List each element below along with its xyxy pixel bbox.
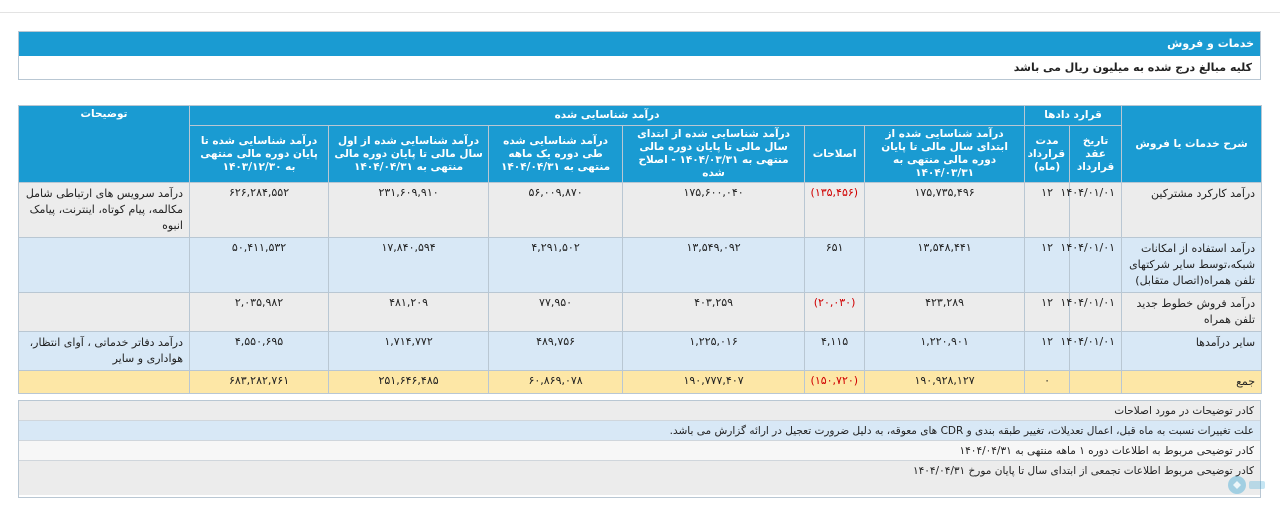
header-rev-adjusted: درآمد شناسایی شده از ابتدای سال مالی تا پایان دوره مالی منتهی به ۱۴۰۴/۰۳/۳۱ - اصلاح شده [623, 126, 805, 183]
cell-explanations: درآمد سرویس های ارتباطی شامل مکالمه، پیام کوتاه، اینترنت، پیامک انبوه [19, 183, 190, 238]
table-row [19, 332, 1262, 371]
cell-rev-prev-year: ۲,۰۳۵,۹۸۲ [190, 293, 329, 332]
cell-rev-ytd: ۲۳۱,۶۰۹,۹۱۰ [329, 183, 489, 238]
cell-rev-prev-period: ۱۷۵,۷۳۵,۴۹۶ [865, 183, 1025, 238]
header-contract-term: مدت قرارداد (ماه) [1025, 126, 1070, 183]
cell-explanations: درآمد دفاتر خدماتی ، آوای انتظار، هواداری و سایر [19, 332, 190, 371]
cell-contract-date: ۱۴۰۴/۰۱/۰۱ [1070, 332, 1122, 371]
header-revenue: درآمد شناسایی شده [190, 106, 1025, 126]
cell-rev-prev-year: ۴,۵۵۰,۶۹۵ [190, 332, 329, 371]
cell-contract-date [1070, 371, 1122, 394]
cell-contract-date: ۱۴۰۴/۰۱/۰۱ [1070, 293, 1122, 332]
table-total-row [19, 371, 1262, 394]
top-divider [0, 12, 1280, 13]
cell-rev-prev-period: ۴۲۳,۲۸۹ [865, 293, 1025, 332]
header-rev-ytd: درآمد شناسایی شده از اول سال مالی تا پایان دوره مالی منتهی به ۱۴۰۴/۰۴/۳۱ [329, 126, 489, 183]
cell-rev-adjusted: ۱۳,۵۴۹,۰۹۲ [623, 238, 805, 293]
cell-rev-adjusted: ۴۰۳,۲۵۹ [623, 293, 805, 332]
note-adjustments-label: کادر توضیحات در مورد اصلاحات [19, 401, 1260, 421]
cell-contract-term: ۱۲ [1025, 238, 1070, 293]
cell-description: جمع [1122, 371, 1262, 394]
header-explanations: توضیحات [19, 106, 190, 183]
cell-rev-ytd: ۱,۷۱۴,۷۷۲ [329, 332, 489, 371]
cell-rev-adjusted: ۱۷۵,۶۰۰,۰۴۰ [623, 183, 805, 238]
cell-description: درآمد کارکرد مشترکین [1122, 183, 1262, 238]
cell-description: سایر درآمدها [1122, 332, 1262, 371]
table-row [19, 238, 1262, 293]
cell-adjustments: (۱۵۰,۷۲۰) [805, 371, 865, 394]
cell-rev-ytd: ۴۸۱,۲۰۹ [329, 293, 489, 332]
cell-contract-term: ۱۲ [1025, 293, 1070, 332]
cell-rev-month: ۶۰,۸۶۹,۰۷۸ [489, 371, 623, 394]
header-description: شرح خدمات یا فروش [1122, 106, 1262, 183]
header-rev-prev-year: درآمد شناسایی شده تا پایان دوره مالی منتهی به ۱۴۰۳/۱۲/۳۰ [190, 126, 329, 183]
cell-rev-ytd: ۱۷,۸۴۰,۵۹۴ [329, 238, 489, 293]
section-title: خدمات و فروش [19, 32, 1260, 56]
cell-rev-prev-year: ۶۸۳,۲۸۲,۷۶۱ [190, 371, 329, 394]
cell-rev-month: ۵۶,۰۰۹,۸۷۰ [489, 183, 623, 238]
cell-rev-prev-period: ۱۹۰,۹۲۸,۱۲۷ [865, 371, 1025, 394]
cell-explanations [19, 238, 190, 293]
watermark-logo-icon [1226, 472, 1268, 498]
notes-panel [18, 400, 1261, 498]
table-row [19, 183, 1262, 238]
header-adjustments: اصلاحات [805, 126, 865, 183]
cell-description: درآمد فروش خطوط جدید تلفن همراه [1122, 293, 1262, 332]
cell-adjustments: ۶۵۱ [805, 238, 865, 293]
cell-rev-adjusted: ۱۹۰,۷۷۷,۴۰۷ [623, 371, 805, 394]
cell-rev-prev-year: ۶۲۶,۲۸۴,۵۵۲ [190, 183, 329, 238]
cell-rev-ytd: ۲۵۱,۶۴۶,۴۸۵ [329, 371, 489, 394]
cell-contract-date: ۱۴۰۴/۰۱/۰۱ [1070, 238, 1122, 293]
note-adjustments-text: علت تغییرات نسبت به ماه قبل، اعمال تعدیلات، تغییر طبقه بندی و CDR های معوقه، به دلیل ضرورت تعجیل در ارائه گزارش می باشد. [19, 421, 1260, 441]
cell-rev-adjusted: ۱,۲۲۵,۰۱۶ [623, 332, 805, 371]
cell-explanations [19, 371, 190, 394]
revenue-table [18, 105, 1262, 394]
cell-rev-prev-year: ۵۰,۴۱۱,۵۳۲ [190, 238, 329, 293]
section-header [18, 31, 1261, 80]
table-row [19, 293, 1262, 332]
cell-explanations [19, 293, 190, 332]
cell-contract-date: ۱۴۰۴/۰۱/۰۱ [1070, 183, 1122, 238]
cell-contract-term: ۰ [1025, 371, 1070, 394]
unit-note: کلیه مبالغ درج شده به میلیون ریال می باشد [19, 56, 1260, 79]
cell-description: درآمد استفاده از امکانات شبکه،توسط سایر شرکتهای تلفن همراه(اتصال متقابل) [1122, 238, 1262, 293]
header-rev-prev-period: درآمد شناسایی شده از ابتدای سال مالی تا پایان دوره مالی منتهی به ۱۴۰۴/۰۳/۳۱ [865, 126, 1025, 183]
cell-rev-prev-period: ۱,۲۲۰,۹۰۱ [865, 332, 1025, 371]
header-contracts: قرارد دادها [1025, 106, 1122, 126]
cell-contract-term: ۱۲ [1025, 183, 1070, 238]
cell-rev-prev-period: ۱۳,۵۴۸,۴۴۱ [865, 238, 1025, 293]
cell-adjustments: (۱۳۵,۴۵۶) [805, 183, 865, 238]
header-rev-month: درآمد شناسایی شده طی دوره یک ماهه منتهی به ۱۴۰۴/۰۴/۳۱ [489, 126, 623, 183]
note-cumulative-label: کادر توضیحی مربوط اطلاعات تجمعی از ابتدای سال تا پایان مورخ ۱۴۰۴/۰۴/۳۱ [19, 461, 1260, 495]
cell-adjustments: ۴,۱۱۵ [805, 332, 865, 371]
header-contract-date: تاریخ عقد قرارداد [1070, 126, 1122, 183]
cell-contract-term: ۱۲ [1025, 332, 1070, 371]
cell-adjustments: (۲۰,۰۳۰) [805, 293, 865, 332]
cell-rev-month: ۴۸۹,۷۵۶ [489, 332, 623, 371]
cell-rev-month: ۴,۲۹۱,۵۰۲ [489, 238, 623, 293]
note-monthly-label: کادر توضیحی مربوط به اطلاعات دوره ۱ ماهه منتهی به ۱۴۰۴/۰۴/۳۱ [19, 441, 1260, 461]
revenue-table-panel [18, 105, 1261, 388]
cell-rev-month: ۷۷,۹۵۰ [489, 293, 623, 332]
